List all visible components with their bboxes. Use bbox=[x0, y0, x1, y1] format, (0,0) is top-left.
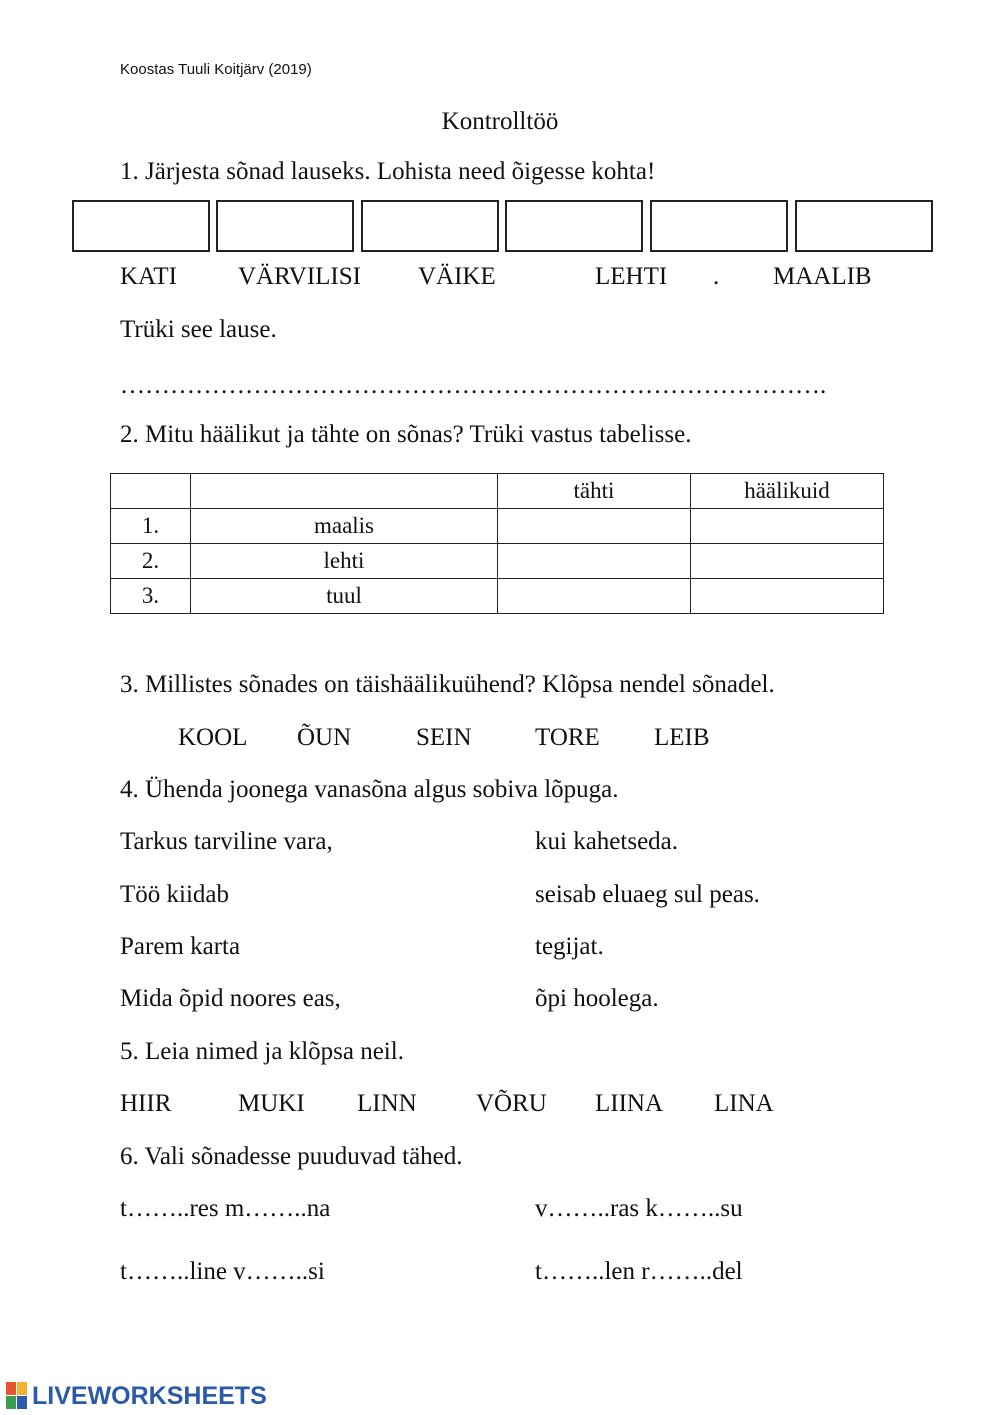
fill-in-line[interactable]: v……..ras k……..su bbox=[535, 1195, 743, 1222]
header-cell bbox=[191, 474, 498, 509]
clickable-word[interactable]: VÕRU bbox=[476, 1090, 547, 1117]
drop-box-1[interactable] bbox=[72, 200, 210, 252]
draggable-word[interactable]: VÄIKE bbox=[418, 263, 496, 290]
proverb-start[interactable]: Töö kiidab bbox=[120, 881, 230, 908]
clickable-word[interactable]: LINN bbox=[357, 1090, 417, 1117]
q4-instruction: 4. Ühenda joonega vanasõna algus sobiva lõpuga. bbox=[120, 776, 619, 803]
q6-instruction: 6. Vali sõnadesse puuduvad tähed. bbox=[120, 1143, 463, 1170]
fill-in-line[interactable]: t……..line v……..si bbox=[120, 1258, 325, 1285]
q3-instruction: 3. Millistes sõnades on täishäälikuühend? Klõpsa nendel sõnadel. bbox=[120, 671, 775, 698]
proverb-start[interactable]: Mida õpid noores eas, bbox=[120, 985, 341, 1012]
fill-in-line[interactable]: t……..res m……..na bbox=[120, 1195, 331, 1222]
drop-box-3[interactable] bbox=[361, 200, 499, 252]
proverb-start[interactable]: Tarkus tarviline vara, bbox=[120, 828, 333, 855]
proverb-start[interactable]: Parem karta bbox=[120, 933, 241, 960]
proverb-end[interactable]: tegijat. bbox=[535, 933, 604, 960]
letters-input[interactable] bbox=[498, 509, 691, 544]
sounds-input[interactable] bbox=[691, 509, 884, 544]
sounds-input[interactable] bbox=[691, 579, 884, 614]
liveworksheets-logo-icon bbox=[6, 1382, 28, 1410]
row-number: 3. bbox=[111, 579, 191, 614]
table-row bbox=[111, 544, 884, 579]
row-number: 1. bbox=[111, 509, 191, 544]
fill-in-line[interactable]: t……..len r……..del bbox=[535, 1258, 743, 1285]
row-word: lehti bbox=[191, 544, 498, 579]
row-number: 2. bbox=[111, 544, 191, 579]
table-header-row bbox=[111, 474, 884, 509]
header-cell: häälikuid bbox=[691, 474, 884, 509]
row-word: tuul bbox=[191, 579, 498, 614]
table-row bbox=[111, 579, 884, 614]
clickable-word[interactable]: KOOL bbox=[178, 724, 248, 751]
proverb-end[interactable]: õpi hoolega. bbox=[535, 985, 659, 1012]
sounds-input[interactable] bbox=[691, 544, 884, 579]
q1-answer-input[interactable]: …………………………………………………………………………. bbox=[120, 372, 827, 399]
clickable-word[interactable]: HIIR bbox=[120, 1090, 172, 1117]
liveworksheets-logo bbox=[6, 1380, 267, 1412]
row-word: maalis bbox=[191, 509, 498, 544]
table-row bbox=[111, 509, 884, 544]
header-cell bbox=[111, 474, 191, 509]
draggable-word[interactable]: MAALIB bbox=[773, 263, 872, 290]
q2-table bbox=[110, 473, 884, 614]
clickable-word[interactable]: LEIB bbox=[654, 724, 710, 751]
clickable-word[interactable]: TORE bbox=[535, 724, 600, 751]
q5-instruction: 5. Leia nimed ja klõpsa neil. bbox=[120, 1038, 404, 1065]
liveworksheets-logo-text: LIVEWORKSHEETS bbox=[32, 1381, 267, 1410]
q1-print-label: Trüki see lause. bbox=[120, 316, 277, 343]
drop-box-5[interactable] bbox=[650, 200, 788, 252]
q2-instruction: 2. Mitu häälikut ja tähte on sõnas? Trüki vastus tabelisse. bbox=[120, 421, 692, 448]
draggable-word[interactable]: . bbox=[713, 263, 720, 290]
author-credit: Koostas Tuuli Koitjärv (2019) bbox=[120, 61, 312, 78]
drop-box-6[interactable] bbox=[795, 200, 933, 252]
page-title: Kontrolltöö bbox=[441, 108, 559, 135]
draggable-word[interactable]: KATI bbox=[120, 263, 177, 290]
header-cell: tähti bbox=[498, 474, 691, 509]
proverb-end[interactable]: seisab eluaeg sul peas. bbox=[535, 881, 760, 908]
clickable-word[interactable]: LIINA bbox=[595, 1090, 664, 1117]
letters-input[interactable] bbox=[498, 544, 691, 579]
drop-box-4[interactable] bbox=[505, 200, 643, 252]
q1-instruction: 1. Järjesta sõnad lauseks. Lohista need õigesse kohta! bbox=[120, 158, 656, 185]
letters-input[interactable] bbox=[498, 579, 691, 614]
clickable-word[interactable]: LINA bbox=[714, 1090, 774, 1117]
proverb-end[interactable]: kui kahetseda. bbox=[535, 828, 679, 855]
drop-box-2[interactable] bbox=[216, 200, 354, 252]
clickable-word[interactable]: MUKI bbox=[238, 1090, 305, 1117]
clickable-word[interactable]: SEIN bbox=[416, 724, 472, 751]
clickable-word[interactable]: ÕUN bbox=[297, 724, 352, 751]
draggable-word[interactable]: VÄRVILISI bbox=[238, 263, 361, 290]
draggable-word[interactable]: LEHTI bbox=[595, 263, 668, 290]
